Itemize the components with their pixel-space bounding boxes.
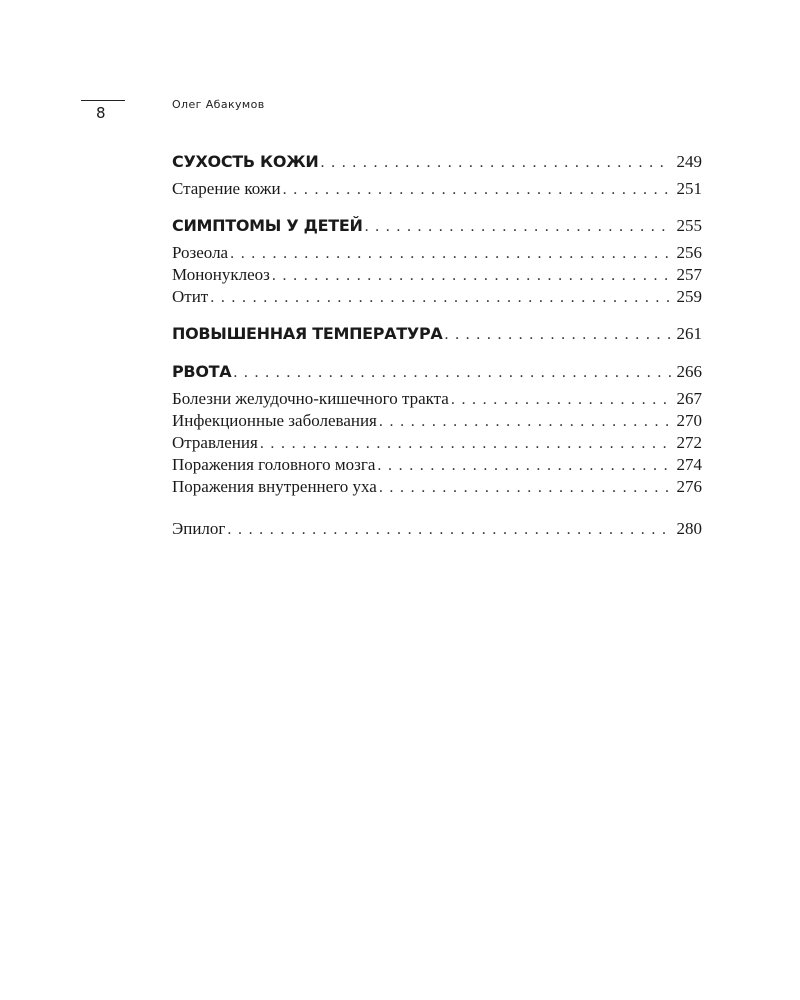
dot-leader (283, 179, 671, 200)
dot-leader (365, 215, 671, 238)
table-of-contents (172, 150, 702, 540)
dot-leader (272, 265, 671, 286)
toc-entry-poisoning[interactable] (172, 432, 702, 454)
toc-entry-page: 266 (676, 362, 702, 381)
toc-entry-title: СУХОСТЬ КОЖИ (172, 152, 319, 171)
toc-entry-child-symptoms[interactable] (172, 214, 702, 238)
toc-entry-page: 249 (676, 152, 702, 171)
toc-entry-brain-lesions[interactable] (172, 454, 702, 476)
toc-entry-inner-ear-lesions[interactable] (172, 476, 702, 498)
toc-entry-title: Старение кожи (172, 179, 281, 198)
toc-entry-mononucleosis[interactable] (172, 264, 702, 286)
toc-entry-page: 261 (676, 324, 702, 343)
dot-leader (227, 519, 670, 540)
toc-entry-title: Эпилог (172, 519, 226, 538)
dot-leader (444, 323, 670, 346)
toc-entry-page: 280 (676, 519, 702, 538)
toc-entry-dry-skin[interactable] (172, 150, 702, 174)
toc-entry-page: 272 (676, 433, 702, 452)
toc-entry-title: Розеола (172, 243, 229, 262)
dot-leader (377, 455, 670, 476)
toc-entry-infectious-diseases[interactable] (172, 410, 702, 432)
toc-entry-page: 251 (676, 179, 702, 198)
dot-leader (379, 477, 671, 498)
toc-entry-title: Болезни желудочно-кишечного тракта (172, 389, 449, 408)
toc-entry-title: ПОВЫШЕННАЯ ТЕМПЕРАТУРА (172, 324, 443, 343)
dot-leader (233, 361, 670, 384)
toc-entry-epilogue[interactable] (172, 518, 702, 540)
toc-entry-page: 257 (676, 265, 702, 284)
toc-entry-skin-aging[interactable] (172, 178, 702, 200)
page-number-rule (81, 100, 125, 101)
toc-entry-title: Поражения внутреннего уха (172, 477, 377, 496)
toc-entry-page: 270 (676, 411, 702, 430)
running-head-author: Олег Абакумов (172, 98, 265, 111)
toc-entry-high-temperature[interactable] (172, 322, 702, 346)
toc-entry-title: Отравления (172, 433, 258, 452)
toc-entry-title: Отит (172, 287, 209, 306)
dot-leader (379, 411, 671, 432)
toc-entry-page: 267 (676, 389, 702, 408)
dot-leader (210, 287, 670, 308)
toc-entry-vomiting[interactable] (172, 360, 702, 384)
dot-leader (260, 433, 671, 454)
toc-entry-title: СИМПТОМЫ У ДЕТЕЙ (172, 216, 363, 235)
toc-entry-otitis[interactable] (172, 286, 702, 308)
toc-entry-roseola[interactable] (172, 242, 702, 264)
toc-entry-gi-diseases[interactable] (172, 388, 702, 410)
toc-entry-title: Инфекционные заболевания (172, 411, 377, 430)
toc-entry-title: Мононуклеоз (172, 265, 270, 284)
dot-leader (451, 389, 671, 410)
dot-leader (230, 243, 670, 264)
toc-entry-page: 259 (676, 287, 702, 306)
toc-entry-title: РВОТА (172, 362, 232, 381)
toc-entry-page: 256 (676, 243, 702, 262)
page-number: 8 (96, 104, 106, 122)
toc-entry-page: 274 (676, 455, 702, 474)
toc-entry-page: 276 (676, 477, 702, 496)
toc-entry-page: 255 (676, 216, 702, 235)
dot-leader (321, 151, 671, 174)
toc-entry-title: Поражения головного мозга (172, 455, 376, 474)
